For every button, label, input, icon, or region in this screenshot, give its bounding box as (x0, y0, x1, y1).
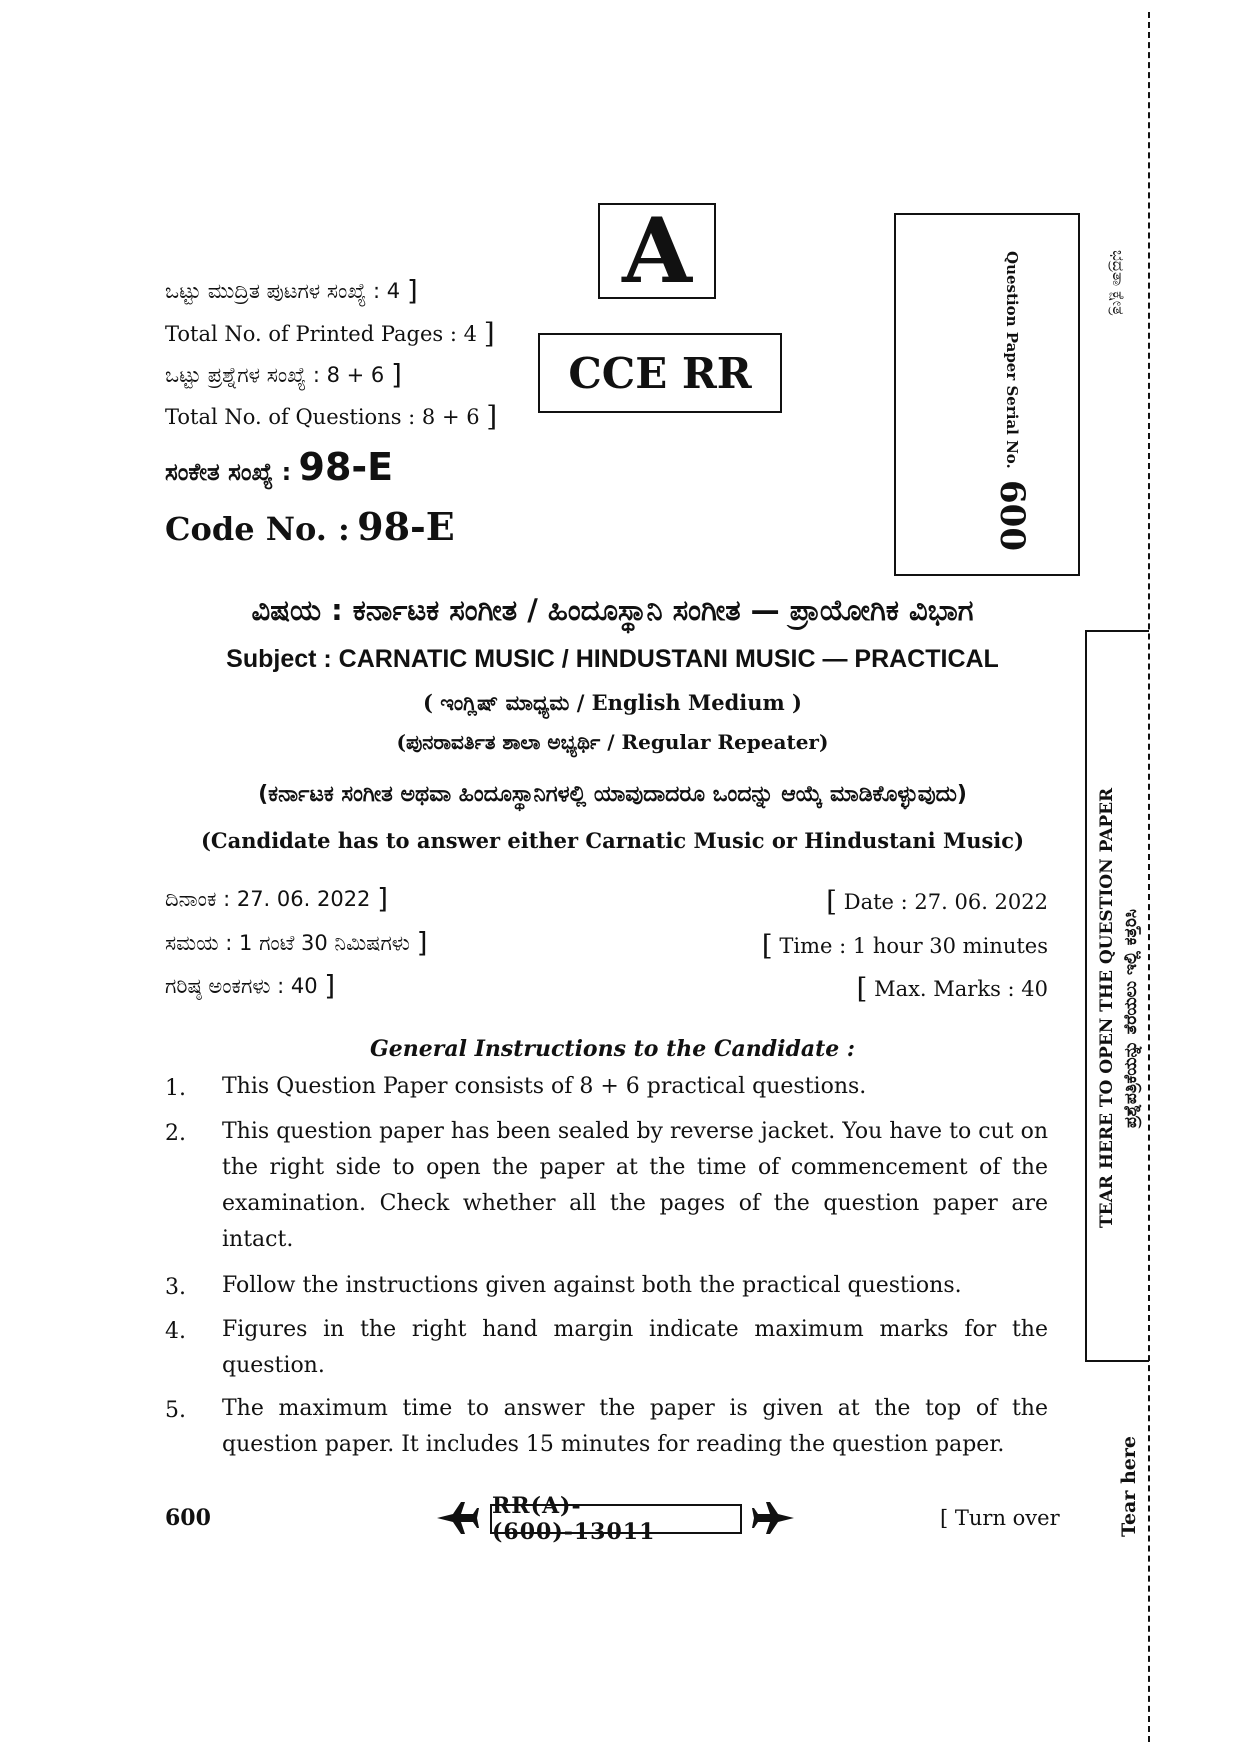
total-questions-en-text: Total No. of Questions : 8 + 6 (165, 405, 480, 429)
subject-kn: ವಿಷಯ : ಕರ್ನಾಟಕ ಸಂಗೀತ / ಹಿಂದೂಸ್ಥಾನಿ ಸಂಗೀತ — ಪ್ರಾಯೋಗಿಕ ವಿಭಾಗ (251, 593, 974, 627)
instruction-number: 2. (165, 1121, 186, 1146)
instruction-number: 1. (165, 1076, 186, 1101)
series-letter-box: A (598, 203, 716, 299)
choice-kn-line: (ಕರ್ನಾಟಕ ಸಂಗೀತ ಅಥವಾ ಹಿಂದೂಸ್ಥಾನಿಗಳಲ್ಲಿ ಯಾವುದಾದರೂ ಒಂದನ್ನು ಆಯ್ಕೆ ಮಾಡಿಕೊಳ್ಳುವುದು) (258, 782, 967, 807)
total-questions-kn (165, 358, 402, 391)
total-questions-kn-text: ಒಟ್ಟು ಪ್ರಶ್ನೆಗಳ ಸಂಖ್ಯೆ : 8 + 6 (165, 363, 385, 387)
plane-right-icon (752, 1500, 796, 1542)
bracket: ] (486, 400, 498, 433)
serial-label-text: Question Paper Serial No. (1003, 251, 1021, 469)
bracket: ] (324, 969, 336, 1002)
instruction-number: 3. (165, 1275, 186, 1300)
plane-left-svg (435, 1500, 479, 1536)
time-en (762, 929, 1048, 962)
instruction-number: 4. (165, 1319, 186, 1344)
printed-pages-en-text: Total No. of Printed Pages : 4 (165, 322, 477, 346)
code-number-kn (165, 445, 394, 489)
time-kn-text: ಸಮಯ : 1 ಗಂಟೆ 30 ನಿಮಿಷಗಳು (165, 931, 410, 955)
instruction-number: 5. (165, 1398, 186, 1423)
instruction-text: The maximum time to answer the paper is given at the top of the question paper. It includes 15 minutes for reading the question paper. (222, 1396, 1048, 1457)
time-en-text: Time : 1 hour 30 minutes (779, 934, 1048, 958)
instructions-heading: General Instructions to the Candidate : (369, 1036, 856, 1062)
footer-page-code: 600 (165, 1505, 211, 1531)
serial-number-value: 600 (992, 480, 1032, 551)
date-en (826, 885, 1048, 918)
bracket: ] (390, 358, 402, 391)
tear-dashed-line (1148, 12, 1150, 1742)
bracket: ] (483, 317, 495, 350)
printed-pages-kn-text: ಒಟ್ಟು ಮುದ್ರಿತ ಪುಟಗಳ ಸಂಖ್ಯೆ : 4 (165, 279, 401, 303)
candidate-type-line: (ಪುನರಾವರ್ತಿತ ಶಾಲಾ ಅಭ್ಯರ್ಥಿ / Regular Repeater) (396, 730, 829, 754)
bracket: [ (856, 972, 868, 1005)
tear-here-label: Tear here (1118, 1436, 1140, 1537)
date-en-text: Date : 27. 06. 2022 (843, 890, 1048, 914)
marks-kn (165, 969, 336, 1002)
subject-en: Subject : CARNATIC MUSIC / HINDUSTANI MUSIC — PRACTICAL (226, 645, 999, 673)
printed-pages-en (165, 317, 495, 350)
medium-line: ( ಇಂಗ್ಲಿಷ್ ಮಾಧ್ಯಮ / English Medium ) (422, 690, 802, 715)
bracket: ] (377, 882, 389, 915)
code-en-value: 98-E (357, 504, 455, 549)
instruction-text: This question paper has been sealed by reverse jacket. You have to cut on the right side to open the paper at the time of commencement of the examination. Check whether all the pages of the question paper are intact. (222, 1119, 1048, 1252)
plane-left-icon (435, 1500, 479, 1542)
instruction-text: This Question Paper consists of 8 + 6 practical questions. (222, 1074, 867, 1099)
code-en-label: Code No. : (165, 510, 350, 548)
code-number-en (165, 504, 455, 549)
tear-panel (1085, 630, 1149, 1362)
code-kn-value: 98-E (298, 445, 394, 489)
marks-en (856, 972, 1048, 1005)
bracket: ] (406, 274, 418, 307)
code-kn-label: ಸಂಕೇತ ಸಂಖ್ಯೆ : (165, 458, 292, 486)
bracket: ] (416, 926, 428, 959)
turn-over-label: [ Turn over (940, 1506, 1060, 1530)
plane-right-svg (752, 1500, 796, 1536)
date-kn (165, 882, 389, 915)
bracket: [ (826, 885, 838, 918)
vertical-kannada-top: ಭದ್ರತಾ ಕ್ಷೇತ್ರ (1109, 250, 1128, 316)
serial-number-label (992, 251, 1032, 551)
date-kn-text: ದಿನಾಂಕ : 27. 06. 2022 (165, 887, 371, 911)
choice-en-line: (Candidate has to answer either Carnatic Music or Hindustani Music) (200, 828, 1025, 853)
printed-pages-kn (165, 274, 418, 307)
paper-code-box: RR(A)-(600)-13011 (490, 1504, 742, 1534)
serial-number-box (894, 213, 1080, 576)
total-questions-en (165, 400, 498, 433)
instruction-text: Figures in the right hand margin indicate maximum marks for the question. (222, 1317, 1048, 1378)
bracket: [ (761, 929, 773, 962)
time-kn (165, 926, 428, 959)
tear-panel-en: TEAR HERE TO OPEN THE QUESTION PAPER (1097, 787, 1117, 1228)
marks-en-text: Max. Marks : 40 (874, 977, 1048, 1001)
exam-type-box: CCE RR (538, 333, 782, 413)
marks-kn-text: ಗರಿಷ್ಠ ಅಂಕಗಳು : 40 (165, 974, 318, 998)
tear-panel-kn: ಪ್ರಶ್ನೆಪತ್ರಿಕೆಯನ್ನು ತೆರೆಯಲು ಇಲ್ಲಿ ಕತ್ತರಿಸಿ (1121, 909, 1141, 1128)
instruction-text: Follow the instructions given against both the practical questions. (222, 1273, 962, 1298)
